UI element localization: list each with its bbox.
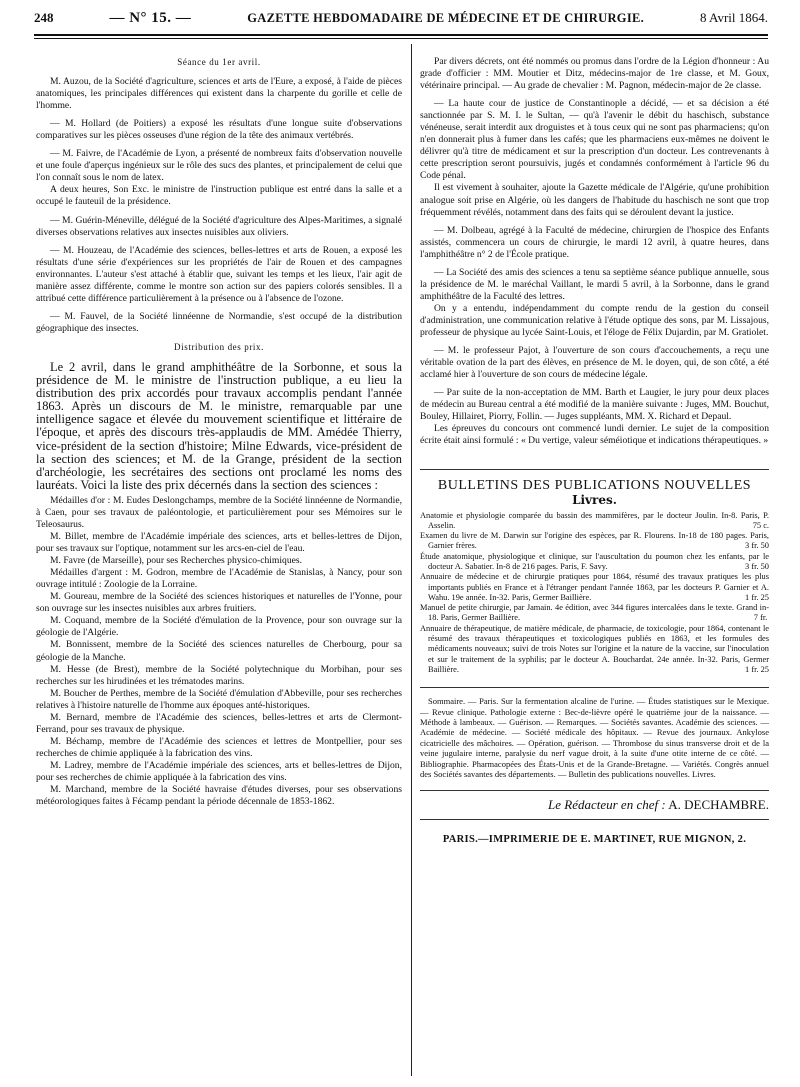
article-paragraph: — M. Hollard (de Poitiers) a exposé les résultats d'une longue suite d'observations comparatives sur les pièces osseuses d'une région de la tête des animaux vertébrés. [36,118,402,142]
book-entry: Examen du livre de M. Darwin sur l'origine des espèces, par R. Flourens. In-18 de 180 pages. Paris, Garnier frères. 3 fr. 50 [420,531,769,551]
seance-heading: Séance du 1er avril. [177,57,261,67]
redacteur-line [420,790,769,820]
book-entry: Anatomie et physiologie comparée du bassin des mammifères, par le docteur Joulin. In-8. Paris, P. Asselin. 75 c. [420,510,769,530]
article-paragraph: — La Société des amis des sciences a tenu sa septième séance publique annuelle, sous la présidence de M. le maréchal Vaillant, le mardi 5 avril, à la Sorbonne, dans le grand amphithéâtre de la Faculté des lettres. [420,266,769,302]
prize-entry: M. Hesse (de Brest), membre de la Société polytechnique du Morbihan, pour ses recherches sur les hirudinées et les trématodes marins. [36,663,402,687]
book-list [420,511,769,676]
article-paragraph: — M. Houzeau, de l'Académie des sciences, belles-lettres et arts de Rouen, a exposé les résultats d'une série d'expériences sur les propriétés de l'air de Rouen et des campagnes environnantes. L'auteur s'est attaché à établir que, suivant les temps et les lieux, l'air agit de manière assez différente, comme le montre son action sur des papiers colorés sensibles. Il a attribué cette différence particulièrement à la présence ou à l'absence de l'ozone. [36,244,402,304]
prix-heading: Distribution des prix. [174,341,264,352]
book-entry: Annuaire de thérapeutique, de matière médicale, de pharmacie, de toxicologie, pour 1864, contenant le résumé des travaux thérapeutiques et toxicologiques publiés en 1863, et les formules des médicaments nouveaux; suivi de trois Notes sur l'origine et la nature de la vaccine, sur l'inoculation et sur le traitement de la syphilis; par le docteur A. Bouchardat. 24e année. In-32. Paris, Germer Baillière. 1 fr. 25 [420,623,769,674]
prize-entry: Médailles d'argent : M. Godron, membre de l'Académie de Stanislas, à Nancy, pour son ouvrage intitulé : Zoologie de la Lorraine. [36,567,402,591]
book-entry: Annuaire de médecine et de chirurgie pratiques pour 1864, résumé des travaux pratiques les plus importants publiés en France et à l'étranger pendant l'année 1863, par les docteurs P. Garnier et A. Wahu. 19e année. In-32. Paris, Germer Baillière. 1 fr. 25 [420,572,769,602]
article-paragraph: Par divers décrets, ont été nommés ou promus dans l'ordre de la Légion d'honneur : Au grade d'officier : MM. Moutier et Ditz, médecins-major de 1re classe, et M. Goux, vétérinaire principal. — Au grade de chevalier : M. Pagnon, médecin-major de 2e classe. [420,56,769,92]
article-paragraph: On y a entendu, indépendamment du compte rendu de la gestion du conseil d'administration, une communication relative à l'étude optique des sons, par M. Lissajous, professeur de physique au lycée Saint-Louis, et l'éloge de Félix Dujardin, par M. Gratiolet. [420,302,769,338]
prize-entry: M. Billet, membre de l'Académie impériale des sciences, arts et belles-lettres de Dijon, pour ses travaux sur l'optique, notamment sur les arcs-en-ciel de l'eau. [36,531,402,555]
article-paragraph: — La haute cour de justice de Constantinople a décidé, — et sa décision a été sanctionnée par S. M. I. le Sultan, — qu'à l'avenir le débit du haschisch, substance vénéneuse, serait interdit aux droguistes et à tous ceux qui ne sont pas pharmaciens; qu'on n'en donnerait plus à fumer dans les cafés; que les pharmaciens eux-mêmes ne doivent le délivrer qu'à titre de médicament et sur la prescription d'un docteur. Les contrevenants à cette prescription seront poursuivis, jugés et condamnés conformément à l'article 96 du Code pénal. [420,98,769,182]
prize-entry: M. Marchand, membre de la Société havraise d'études diverses, pour ses observations météorologiques faites à Fécamp pendant la période décennale de 1853-1862. [36,784,402,808]
article-paragraph: Les épreuves du concours ont commencé lundi dernier. Le sujet de la composition écrite était ainsi formulé : « Du vertige, valeur séméiotique et indications thérapeutiques. » [420,423,769,447]
book-price: 3 fr. 50 [745,561,769,571]
article-paragraph: — M. Fauvel, de la Société linnéenne de Normandie, s'est occupé de la distribution géographique des insectes. [36,310,402,334]
redacteur-name: A. DECHAMBRE. [668,796,769,812]
journal-title: GAZETTE HEBDOMADAIRE DE MÉDECINE ET DE CHIRURGIE. [247,11,645,25]
prize-entry: Médailles d'or : M. Eudes Deslongchamps, membre de la Société linnéenne de Normandie, à Caen, pour ses travaux de paléontologie, et particulièrement pour ses Mémoires sur le Teleosaurus. [36,494,402,531]
article-paragraph: — M. le professeur Pajot, à l'ouverture de son cours d'accouchements, a reçu une véritable ovation de la part des élèves, en présence de M. le doyen, qui, de son côté, a été acclamé hier à l'ouverture de son cours de médecine légale. [420,345,769,381]
prize-entry: M. Goureau, membre de la Société des sciences historiques et naturelles de l'Yonne, pour son ouvrage sur les insectes nuisibles aux arbres fruitiers. [36,591,402,615]
issue-date: 8 Avril 1864. [699,10,768,25]
prize-entry: M. Béchamp, membre de l'Académie des sciences et lettres de Montpellier, pour ses recherches de chimie appliquée à la fabrication des vins. [36,735,402,759]
book-price: 1 fr. 25 [745,664,769,674]
left-column [36,56,402,1076]
article-paragraph: M. Auzou, de la Société d'agriculture, sciences et arts de l'Eure, a exposé, à l'aide de pièces anatomiques, les principales différences qui existent dans la charpente du gorille et celle de l'homme. [36,76,402,112]
book-price: 75 c. [752,520,769,530]
book-entry: Étude anatomique, physiologique et clinique, sur l'auscultation du poumon chez les enfants, par le docteur A. Sabatier. In-8 de 216 pages. Paris, F. Savy. 3 fr. 50 [420,551,769,571]
article-paragraph: A deux heures, Son Exc. le ministre de l'instruction publique est entré dans la salle et a occupé le fauteuil de la présidence. [36,184,402,208]
sommaire: Sommaire. — Paris. Sur la fermentation alcaline de l'urine. — Études statistiques sur le Mexique. — Revue clinique. Pathologie externe : Bec-de-lièvre opéré le quatrième jour de la naissance. — Méthode à lambeaux. — Guérison. — Remarques. — Sociétés savantes. Académie des sciences. — Académie de médecine. — Société médicale des hôpitaux. — Revue des journaux. Ankylose cicatricielle des mâchoires. — Opération, guérison. — Thrombose du sinus transverse droit et de la veine jugulaire interne, paralysie du nerf vague droit, à la suite d'une otite interne de ce côté. — Bibliographie. Pharmacopées des États-Unis et de la Grande-Bretagne. — Variétés. Congrès annuel des Sociétés savantes des départements. — Bulletin des publications nouvelles. Livres. [420,696,769,780]
article-paragraph: — M. Dolbeau, agrégé à la Faculté de médecine, chirurgien de l'hospice des Enfants assistés, commencera un cours de chirurgie, le mardi 12 avril, à quatre heures, dans l'amphithéâtre n° 2 de l'École pratique. [420,224,769,260]
article-paragraph: — Par suite de la non-acceptation de MM. Barth et Laugier, le jury pour deux places de médecin au Bureau central a été modifié de la manière suivante : Juges, MM. Bouchut, Bouley, Hillairet, Piorry, Follin. — Juges suppléants, MM. X. Richard et Depaul. [420,387,769,423]
prize-entry: M. Favre (de Marseille), pour ses Recherches physico-chimiques. [50,555,303,567]
book-entry: Manuel de petite chirurgie, par Jamain. 4e édition, avec 344 figures intercalées dans le texte. Grand in-18. Paris, Germer Baillière. 7 fr. [420,603,769,623]
article-paragraph: — M. Faivre, de l'Académie de Lyon, a présenté de nombreux faits d'observation nouvelle et une foule d'aperçus ingénieux sur le rôle des sucs des plantes, et principalement de celui que l'on connaît sous le nom de latex. [36,148,402,184]
prize-entry: M. Bonnissent, membre de la Société des sciences naturelles de Cherbourg, pour sa géologie de la Manche. [36,639,402,663]
prize-entry: M. Ladrey, membre de l'Académie impériale des sciences, arts et belles-lettres de Dijon, pour ses recherches de chimie appliquée à la fabrication des vins. [36,759,402,783]
header-rule-thin [34,38,768,39]
redacteur-label: Le Rédacteur en chef : [548,796,666,812]
prize-entry: M. Boucher de Perthes, membre de la Société d'émulation d'Abbeville, pour ses recherches relatives à l'histoire naturelle de l'homme aux époques anté-historiques. [36,687,402,711]
right-column [420,56,769,1076]
prize-entry: M. Coquand, membre de la Société d'émulation de la Provence, pour son ouvrage sur la géologie de l'Algérie. [36,615,402,639]
book-price: 7 fr. [753,613,768,623]
sommaire-box [420,687,769,779]
article-paragraph: Il est vivement à souhaiter, ajoute la Gazette médicale de l'Algérie, qu'une prohibition analogue soit prise en Algérie, où les dangers de l'habitude du haschisch ne sont que trop fréquemment révélés, notamment dans des faits qui se déroulent devant la justice. [420,182,769,218]
livres-heading: Livres. [572,493,617,508]
prize-entry: M. Bernard, membre de l'Académie des sciences, belles-lettres et arts de Clermont-Ferrand, pour ses travaux de physique. [36,711,402,735]
imprint: PARIS.—IMPRIMERIE DE E. MARTINET, RUE MIGNON, 2. [442,833,747,845]
book-price: 3 fr. 50 [745,541,769,551]
page-number: 248 [34,10,54,25]
prix-intro: Le 2 avril, dans le grand amphithéâtre de la Sorbonne, et sous la présidence de M. le ministre de l'instruction publique, a eu lieu la distribution des prix accordés pour travaux accomplis pendant l'année 1863. Après un discours de M. le ministre, remarquable par une intelligence sagace et élevée du mouvement scientifique et littéraire de l'époque, et après des discours très-applaudis de MM. Amédée Thierry, vice-président de la section d'histoire; Milne Edwards, vice-président de la section des sciences; et M. de la Grange, président de la section d'archéologie, les secrétaires des sections ont proclamé les noms des lauréats. Voici la liste des prix décernés dans la section des sciences : [36,359,402,492]
article-paragraph: — M. Guérin-Méneville, délégué de la Société d'agriculture des Alpes-Maritimes, a signalé diverses observations relatives aux insectes nuisibles aux oliviers. [36,214,402,238]
issue-number: — N° 15. — [109,10,192,26]
book-price: 1 fr. 25 [745,592,769,602]
bulletins-title: BULLETINS DES PUBLICATIONS NOUVELLES [420,469,769,492]
header-rule [34,34,768,36]
column-divider [411,44,412,1076]
